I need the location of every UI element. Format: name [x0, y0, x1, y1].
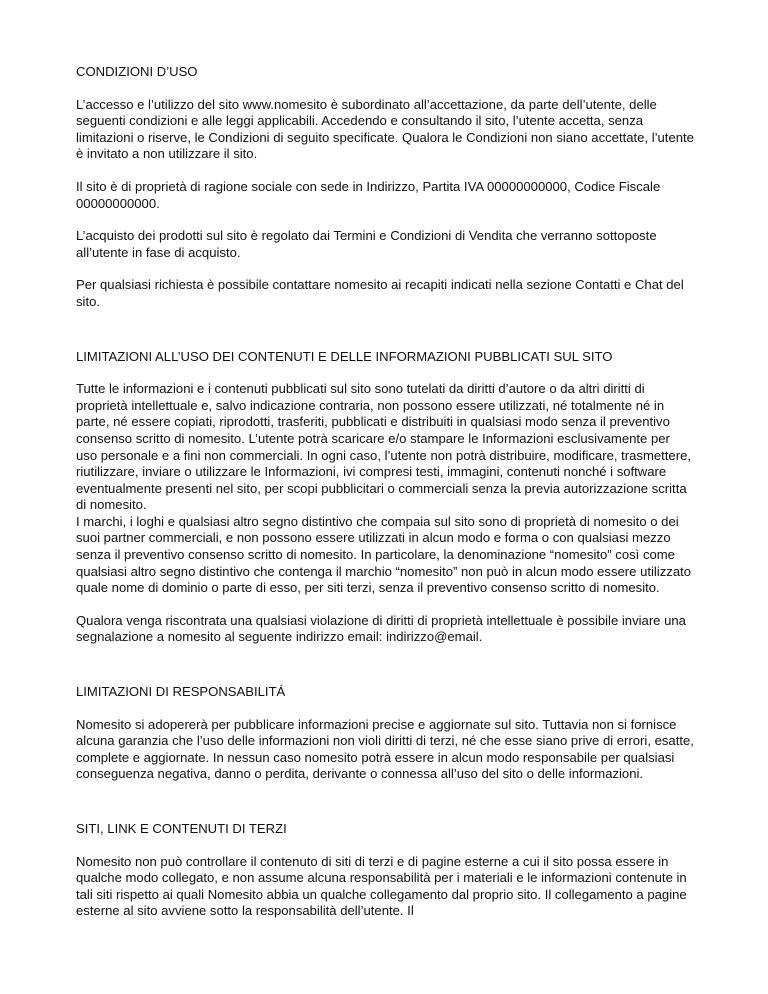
section-heading-liability: LIMITAZIONI DI RESPONSABILITÁ [76, 684, 286, 700]
section-heading-conditions: CONDIZIONI D’USO [76, 64, 198, 79]
paragraph-contact: Per qualsiasi richiesta è possibile contattare nomesito ai recapiti indicati nella sezione Contatti e Chat del sito. [76, 277, 684, 309]
paragraph-third-party: Nomesito non può controllare il contenuto di siti di terzi e di pagine esterne a cui il sito possa essere in qualche modo collegato, e non assume alcuna responsabilità per i materiali e le informazioni contenute in tali siti rispetto ai quali Nomesito abbia un qualche collegamento dal proprio sito. Il collegamento a pagine esterne al sito avviene sotto la responsabilità dell’utente. Il [76, 853, 687, 919]
paragraph-purchase: L’acquisto dei prodotti sul sito è regolato dai Termini e Condizioni di Vendita che verranno sottoposte all’utente in fase di acquisto. [76, 228, 657, 260]
paragraph-trademarks: I marchi, i loghi e qualsiasi altro segno distintivo che compaia sul sito sono di proprietà di nomesito o dei suoi partner commerciali, e non possono essere utilizzati in alcun modo e forma o con qualsiasi mezzo senza il preventivo consenso scritto di nomesito. In particolare, la denominazione “nomesito” così come qualsiasi altro segno distintivo che contenga il marchio “nomesito” non può in alcun modo essere utilizzato quale nome di dominio o parte di esso, per siti terzi, senza il preventivo consenso scritto di nomesito. [76, 513, 692, 596]
paragraph-copyright: Tutte le informazioni e i contenuti pubblicati sul sito sono tutelati da diritti d’autore o da altri diritti di proprietà intellettuale e, salvo indicazione contraria, non possono essere utilizzati, né totalmente né in parte, né essere copiati, riprodotti, trasferiti, pubblicati e distribuiti in qualsiasi modo senza il preventivo consenso scritto di nomesito. L’utente potrà scaricare e/o stampare le Informazioni esclusivamente per uso personale e a fini non commerciali. In ogni caso, l’utente non potrà distribuire, modificare, trasmettere, riutilizzare, inviare o utilizzare le Informazioni, ivi compresi testi, immagini, contenuti nonché i software eventualmente presenti nel sito, per scopi pubblicitari o commerciali senza la previa autorizzazione scritta di nomesito. [76, 381, 691, 513]
paragraph-violation-report: Qualora venga riscontrata una qualsiasi violazione di diritti di proprietà intellettuale è possibile inviare una segnalazione a nomesito al seguente indirizzo email: indirizzo@email. [76, 612, 686, 645]
section-heading-third-party: SITI, LINK E CONTENUTI DI TERZI [76, 821, 287, 836]
paragraph-ownership: Il sito è di proprietà di ragione sociale con sede in Indirizzo, Partita IVA 00000000000, Codice Fiscale 00000000000. [76, 178, 661, 211]
document-page [76, 64, 694, 920]
section-heading-content-limits: LIMITAZIONI ALL’USO DEI CONTENUTI E DELLE INFORMAZIONI PUBBLICATI SUL SITO [76, 348, 613, 364]
paragraph-liability: Nomesito si adopererà per pubblicare informazioni precise e aggiornate sul sito. Tuttavia non si fornisce alcuna garanzia che l’uso delle informazioni non violi diritti di terzi, né che esse siano prive di errori, esatte, complete e aggiornate. In nessun caso nomesito potrà essere in alcun modo responsabile per qualsiasi conseguenza negativa, danno o perdita, derivante o connessa all’uso del sito o delle informazioni. [76, 716, 694, 782]
paragraph-access: L’accesso e l’utilizzo del sito www.nomesito è subordinato all’accettazione, da parte dell’utente, delle seguenti condizioni e alle leggi applicabili. Accedendo e consultando il sito, l’utente accetta, senza limitazioni o riserve, le Condizioni di seguito specificate. Qualora le Condizioni non siano accettate, l’utente è invitato a non utilizzare il sito. [76, 96, 694, 162]
